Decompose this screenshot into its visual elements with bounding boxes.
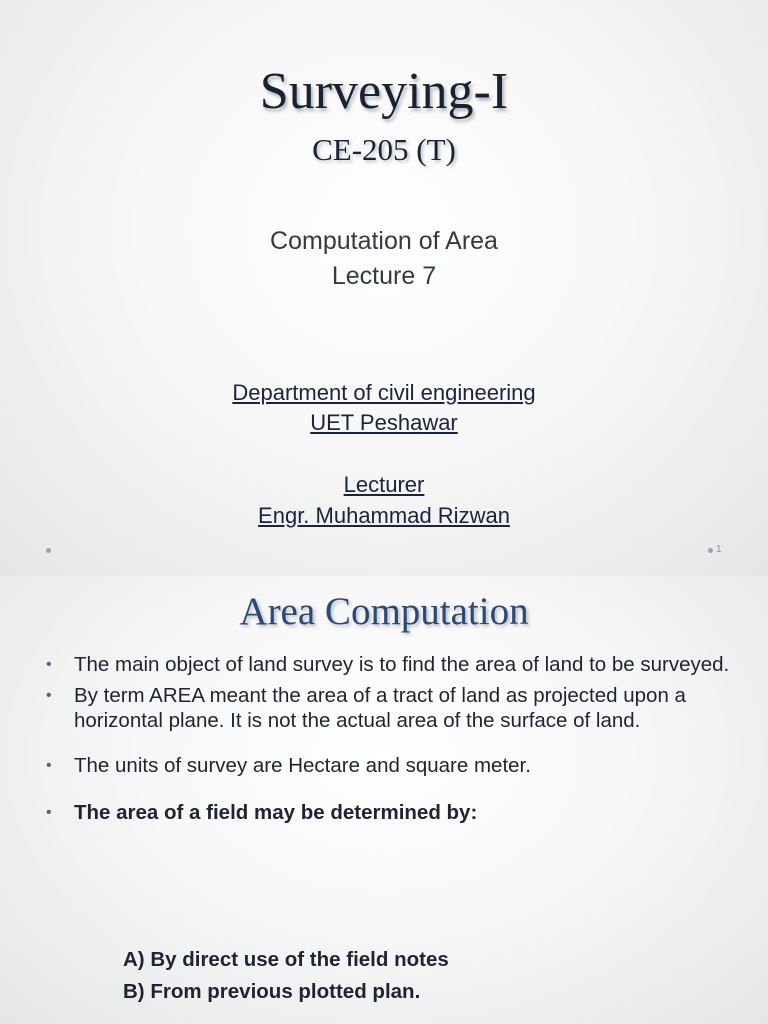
bullet-icon: • [46, 804, 52, 821]
bullet-item: • The units of survey are Hectare and square meter. [46, 754, 531, 777]
lecturer-name: Engr. Muhammad Rizwan [258, 503, 510, 528]
slide-title: Area Computation [239, 590, 529, 633]
right-dot-icon [708, 548, 713, 553]
lecturer-label: Lecturer [343, 472, 425, 497]
course-title: Surveying-I [259, 63, 509, 120]
method-list [123, 944, 449, 1008]
bullet-icon: • [46, 687, 52, 704]
method-item: A) By direct use of the field notes [123, 948, 449, 971]
department-name: Department of civil engineering [232, 380, 536, 405]
bullet-list [44, 652, 734, 831]
slide-number: 1 [716, 544, 722, 555]
method-item: B) From previous plotted plan. [123, 980, 421, 1003]
bullet-item: • By term AREA meant the area of a tract of land as projected upon a horizontal plane. It is not the actual area of the surface of land. [46, 684, 686, 732]
bullet-item: • The main object of land survey is to find the area of land to be surveyed. [46, 653, 730, 676]
lecture-topic: Computation of Area [270, 227, 498, 255]
content-slide [0, 576, 768, 1024]
course-code: CE-205 (T) [312, 132, 456, 167]
university-name: UET Peshawar [310, 410, 458, 435]
lecture-number: Lecture 7 [331, 262, 437, 290]
bullet-item: • The area of a field may be determined by: [46, 801, 478, 824]
bullet-icon: • [46, 656, 52, 673]
left-dot-icon [46, 548, 51, 553]
bullet-icon: • [46, 757, 52, 774]
